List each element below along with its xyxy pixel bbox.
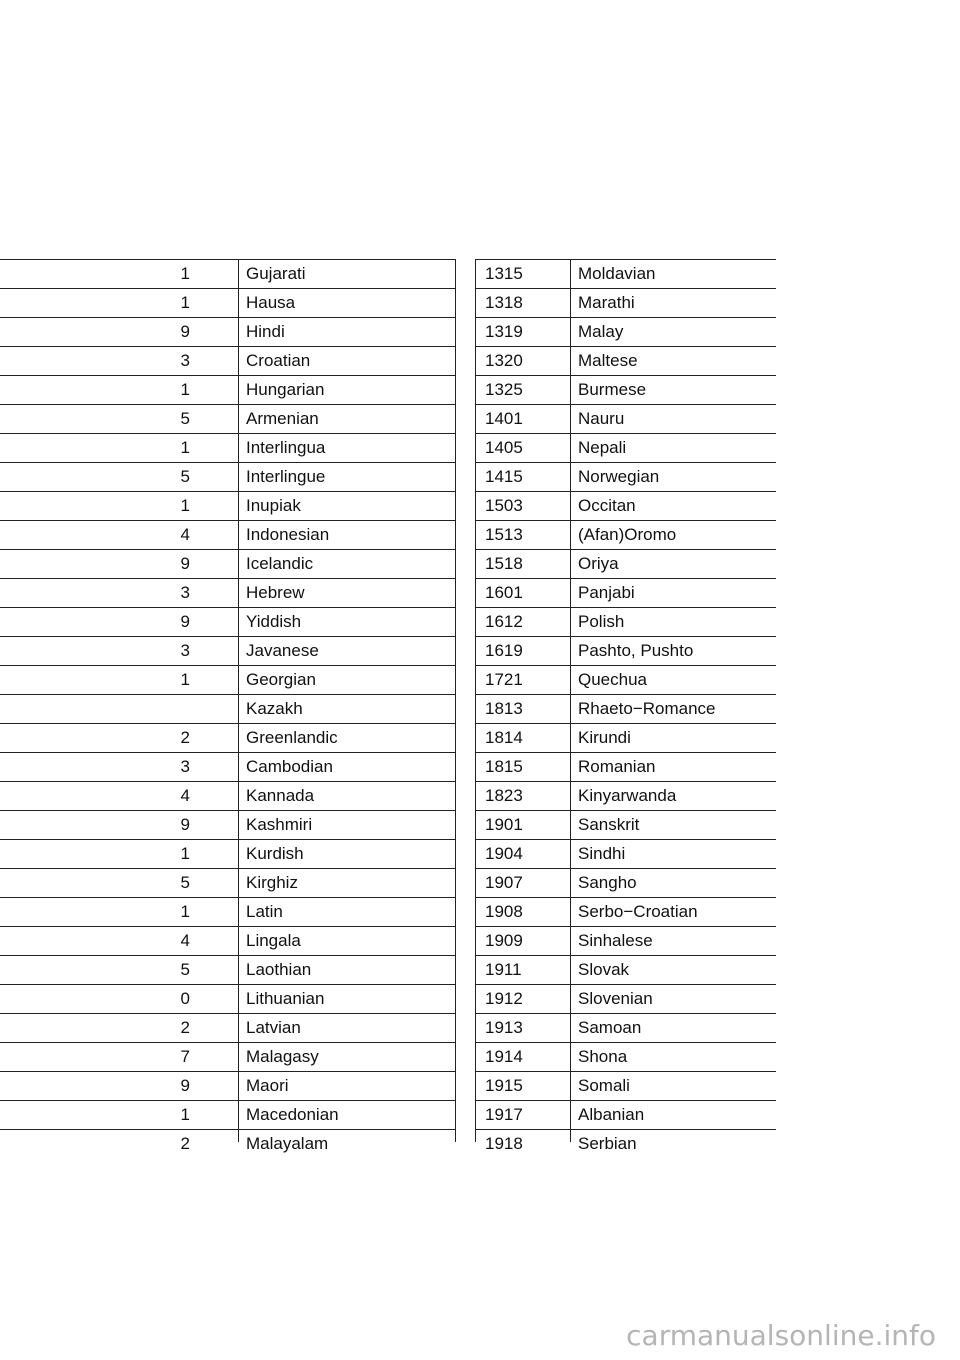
table-row bbox=[476, 897, 776, 926]
language-name: Kinyarwanda bbox=[578, 786, 677, 805]
language-name: Interlingua bbox=[246, 438, 326, 457]
language-code: 1320 bbox=[485, 351, 523, 370]
table-row bbox=[476, 955, 776, 984]
language-code: 1 bbox=[180, 438, 190, 457]
language-code: 5 bbox=[180, 409, 190, 428]
table-row bbox=[0, 665, 455, 694]
language-code: 1401 bbox=[485, 409, 523, 428]
language-name: Rhaeto−Romance bbox=[578, 699, 716, 718]
language-code: 1 bbox=[180, 844, 190, 863]
language-name: Nauru bbox=[578, 409, 625, 428]
language-name: Javanese bbox=[246, 641, 319, 660]
language-code: 1912 bbox=[485, 989, 523, 1008]
table-row bbox=[476, 317, 776, 346]
language-code: 1 bbox=[180, 670, 190, 689]
table-row bbox=[476, 404, 776, 433]
language-name: Lithuanian bbox=[246, 989, 325, 1008]
table-row bbox=[0, 404, 455, 433]
language-name: Interlingue bbox=[246, 467, 326, 486]
table-row bbox=[0, 549, 455, 578]
language-name: Pashto, Pushto bbox=[578, 641, 694, 660]
language-code: 4 bbox=[180, 525, 190, 544]
table-row bbox=[476, 578, 776, 607]
language-name: Hebrew bbox=[246, 583, 305, 602]
table-row bbox=[0, 1100, 455, 1129]
language-code: 1901 bbox=[485, 815, 523, 834]
language-name: Serbo−Croatian bbox=[578, 902, 698, 921]
language-name: Laothian bbox=[246, 960, 312, 979]
language-code: 5 bbox=[180, 873, 190, 892]
table-row bbox=[0, 636, 455, 665]
language-name: Shona bbox=[578, 1047, 628, 1066]
table-row bbox=[0, 607, 455, 636]
language-name: Oriya bbox=[578, 554, 619, 573]
table-row bbox=[476, 607, 776, 636]
language-name: Georgian bbox=[246, 670, 316, 689]
language-code: 1 bbox=[180, 264, 190, 283]
table-row bbox=[0, 1129, 455, 1158]
language-code: 3 bbox=[180, 351, 190, 370]
language-name: Lingala bbox=[246, 931, 301, 950]
language-code: 1915 bbox=[485, 1076, 523, 1095]
table-row bbox=[0, 694, 455, 723]
table-row bbox=[476, 926, 776, 955]
table-row bbox=[0, 955, 455, 984]
language-name: (Afan)Oromo bbox=[578, 525, 677, 544]
language-code: 1813 bbox=[485, 699, 523, 718]
language-code: 7 bbox=[180, 1047, 190, 1066]
language-code: 1 bbox=[180, 496, 190, 515]
language-code: 3 bbox=[180, 641, 190, 660]
table-row bbox=[476, 781, 776, 810]
watermark-text: carmanualsonline.info bbox=[626, 1319, 936, 1352]
language-code: 9 bbox=[180, 815, 190, 834]
language-name: Hungarian bbox=[246, 380, 325, 399]
table-row bbox=[0, 259, 455, 288]
language-code: 5 bbox=[180, 960, 190, 979]
language-code: 1823 bbox=[485, 786, 523, 805]
table-row bbox=[0, 433, 455, 462]
language-name: Greenlandic bbox=[246, 728, 338, 747]
table-row bbox=[0, 781, 455, 810]
language-code: 1908 bbox=[485, 902, 523, 921]
table-row bbox=[476, 839, 776, 868]
language-name: Sinhalese bbox=[578, 931, 653, 950]
language-code: 4 bbox=[180, 931, 190, 950]
table-row bbox=[476, 1042, 776, 1071]
language-name: Macedonian bbox=[246, 1105, 339, 1124]
language-name: Slovenian bbox=[578, 989, 653, 1008]
language-name: Croatian bbox=[246, 351, 311, 370]
table-row bbox=[476, 810, 776, 839]
table-row bbox=[476, 1129, 776, 1158]
language-name: Samoan bbox=[578, 1018, 642, 1037]
language-name: Kashmiri bbox=[246, 815, 313, 834]
table-row bbox=[476, 1100, 776, 1129]
language-name: Albanian bbox=[578, 1105, 645, 1124]
language-code: 9 bbox=[180, 322, 190, 341]
table-row bbox=[476, 346, 776, 375]
table-row bbox=[476, 375, 776, 404]
language-code: 1815 bbox=[485, 757, 523, 776]
table-row bbox=[0, 810, 455, 839]
language-name: Romanian bbox=[578, 757, 656, 776]
table-row bbox=[476, 1071, 776, 1100]
language-name: Icelandic bbox=[246, 554, 314, 573]
language-name: Gujarati bbox=[246, 264, 306, 283]
language-name: Inupiak bbox=[246, 496, 301, 515]
table-row bbox=[0, 520, 455, 549]
table-row bbox=[0, 317, 455, 346]
table-row bbox=[0, 752, 455, 781]
language-code: 1513 bbox=[485, 525, 523, 544]
table-row bbox=[0, 578, 455, 607]
language-name: Kirghiz bbox=[246, 873, 298, 892]
language-name: Marathi bbox=[578, 293, 635, 312]
language-name: Malay bbox=[578, 322, 624, 341]
table-row bbox=[0, 723, 455, 752]
table-row bbox=[476, 1013, 776, 1042]
language-name: Malayalam bbox=[246, 1134, 329, 1153]
language-code: 1318 bbox=[485, 293, 523, 312]
language-name: Malagasy bbox=[246, 1047, 319, 1066]
language-name: Quechua bbox=[578, 670, 647, 689]
table-row bbox=[476, 433, 776, 462]
language-code: 1 bbox=[180, 380, 190, 399]
language-name: Maori bbox=[246, 1076, 289, 1095]
language-code: 1315 bbox=[485, 264, 523, 283]
language-code: 5 bbox=[180, 467, 190, 486]
table-row bbox=[0, 1071, 455, 1100]
language-name: Moldavian bbox=[578, 264, 656, 283]
language-name: Kurdish bbox=[246, 844, 304, 863]
table-row bbox=[476, 259, 776, 288]
language-code: 1721 bbox=[485, 670, 523, 689]
table-row bbox=[0, 926, 455, 955]
table-row bbox=[0, 839, 455, 868]
table-row bbox=[0, 462, 455, 491]
language-code: 1911 bbox=[485, 960, 522, 979]
table-row bbox=[476, 694, 776, 723]
table-row bbox=[476, 665, 776, 694]
language-code: 1814 bbox=[485, 728, 523, 747]
language-name: Sanskrit bbox=[578, 815, 640, 834]
language-name: Slovak bbox=[578, 960, 630, 979]
language-code: 1612 bbox=[485, 612, 523, 631]
language-name: Norwegian bbox=[578, 467, 660, 486]
table-row bbox=[476, 520, 776, 549]
language-name: Yiddish bbox=[246, 612, 302, 631]
table-row bbox=[0, 868, 455, 897]
language-name: Latvian bbox=[246, 1018, 301, 1037]
language-code: 3 bbox=[180, 757, 190, 776]
language-name: Indonesian bbox=[246, 525, 330, 544]
language-name: Sangho bbox=[578, 873, 637, 892]
language-name: Kirundi bbox=[578, 728, 631, 747]
table-row bbox=[476, 491, 776, 520]
language-code: 9 bbox=[180, 554, 190, 573]
table-row bbox=[0, 346, 455, 375]
language-code: 1907 bbox=[485, 873, 523, 892]
language-code: 3 bbox=[180, 583, 190, 602]
table-row bbox=[0, 984, 455, 1013]
language-name: Occitan bbox=[578, 496, 636, 515]
language-name: Panjabi bbox=[578, 583, 635, 602]
language-name: Sindhi bbox=[578, 844, 626, 863]
language-code: 2 bbox=[180, 1018, 190, 1037]
language-code: 1904 bbox=[485, 844, 523, 863]
table-row bbox=[0, 897, 455, 926]
language-code: 1325 bbox=[485, 380, 523, 399]
table-row bbox=[0, 1013, 455, 1042]
table-row bbox=[476, 868, 776, 897]
table-row bbox=[0, 491, 455, 520]
table-row bbox=[476, 984, 776, 1013]
language-name: Nepali bbox=[578, 438, 627, 457]
language-code: 1 bbox=[180, 293, 190, 312]
language-code: 1619 bbox=[485, 641, 523, 660]
language-name: Armenian bbox=[246, 409, 319, 428]
table-row bbox=[476, 549, 776, 578]
language-code: 1914 bbox=[485, 1047, 523, 1066]
language-code: 4 bbox=[180, 786, 190, 805]
language-code: 9 bbox=[180, 1076, 190, 1095]
language-code: 1503 bbox=[485, 496, 523, 515]
table-row bbox=[0, 1042, 455, 1071]
table-row bbox=[476, 462, 776, 491]
language-name: Burmese bbox=[578, 380, 647, 399]
language-code: 1918 bbox=[485, 1134, 523, 1153]
language-name: Serbian bbox=[578, 1134, 637, 1153]
language-code: 9 bbox=[180, 612, 190, 631]
language-code: 1415 bbox=[485, 467, 523, 486]
language-code: 1405 bbox=[485, 438, 523, 457]
language-name: Hindi bbox=[246, 322, 285, 341]
language-name: Polish bbox=[578, 612, 625, 631]
table-row bbox=[0, 375, 455, 404]
language-name: Maltese bbox=[578, 351, 638, 370]
language-name: Latin bbox=[246, 902, 283, 921]
language-code: 1 bbox=[180, 902, 190, 921]
language-name: Hausa bbox=[246, 293, 296, 312]
language-name: Kannada bbox=[246, 786, 315, 805]
table-row bbox=[476, 752, 776, 781]
table-row bbox=[0, 288, 455, 317]
language-code: 2 bbox=[180, 1134, 190, 1153]
table-row bbox=[476, 288, 776, 317]
language-code-table-right bbox=[475, 259, 776, 1153]
table-row bbox=[476, 636, 776, 665]
language-code: 1909 bbox=[485, 931, 523, 950]
language-code: 1913 bbox=[485, 1018, 523, 1037]
language-name: Kazakh bbox=[246, 699, 303, 718]
language-code: 1917 bbox=[485, 1105, 523, 1124]
language-code: 2 bbox=[180, 728, 190, 747]
language-code: 1319 bbox=[485, 322, 523, 341]
language-code: 1601 bbox=[485, 583, 523, 602]
language-code: 0 bbox=[180, 989, 190, 1008]
table-row bbox=[476, 723, 776, 752]
language-name: Cambodian bbox=[246, 757, 333, 776]
language-code-table-left bbox=[0, 259, 456, 1153]
language-code: 1 bbox=[180, 1105, 190, 1124]
language-name: Somali bbox=[578, 1076, 630, 1095]
language-code: 1518 bbox=[485, 554, 523, 573]
